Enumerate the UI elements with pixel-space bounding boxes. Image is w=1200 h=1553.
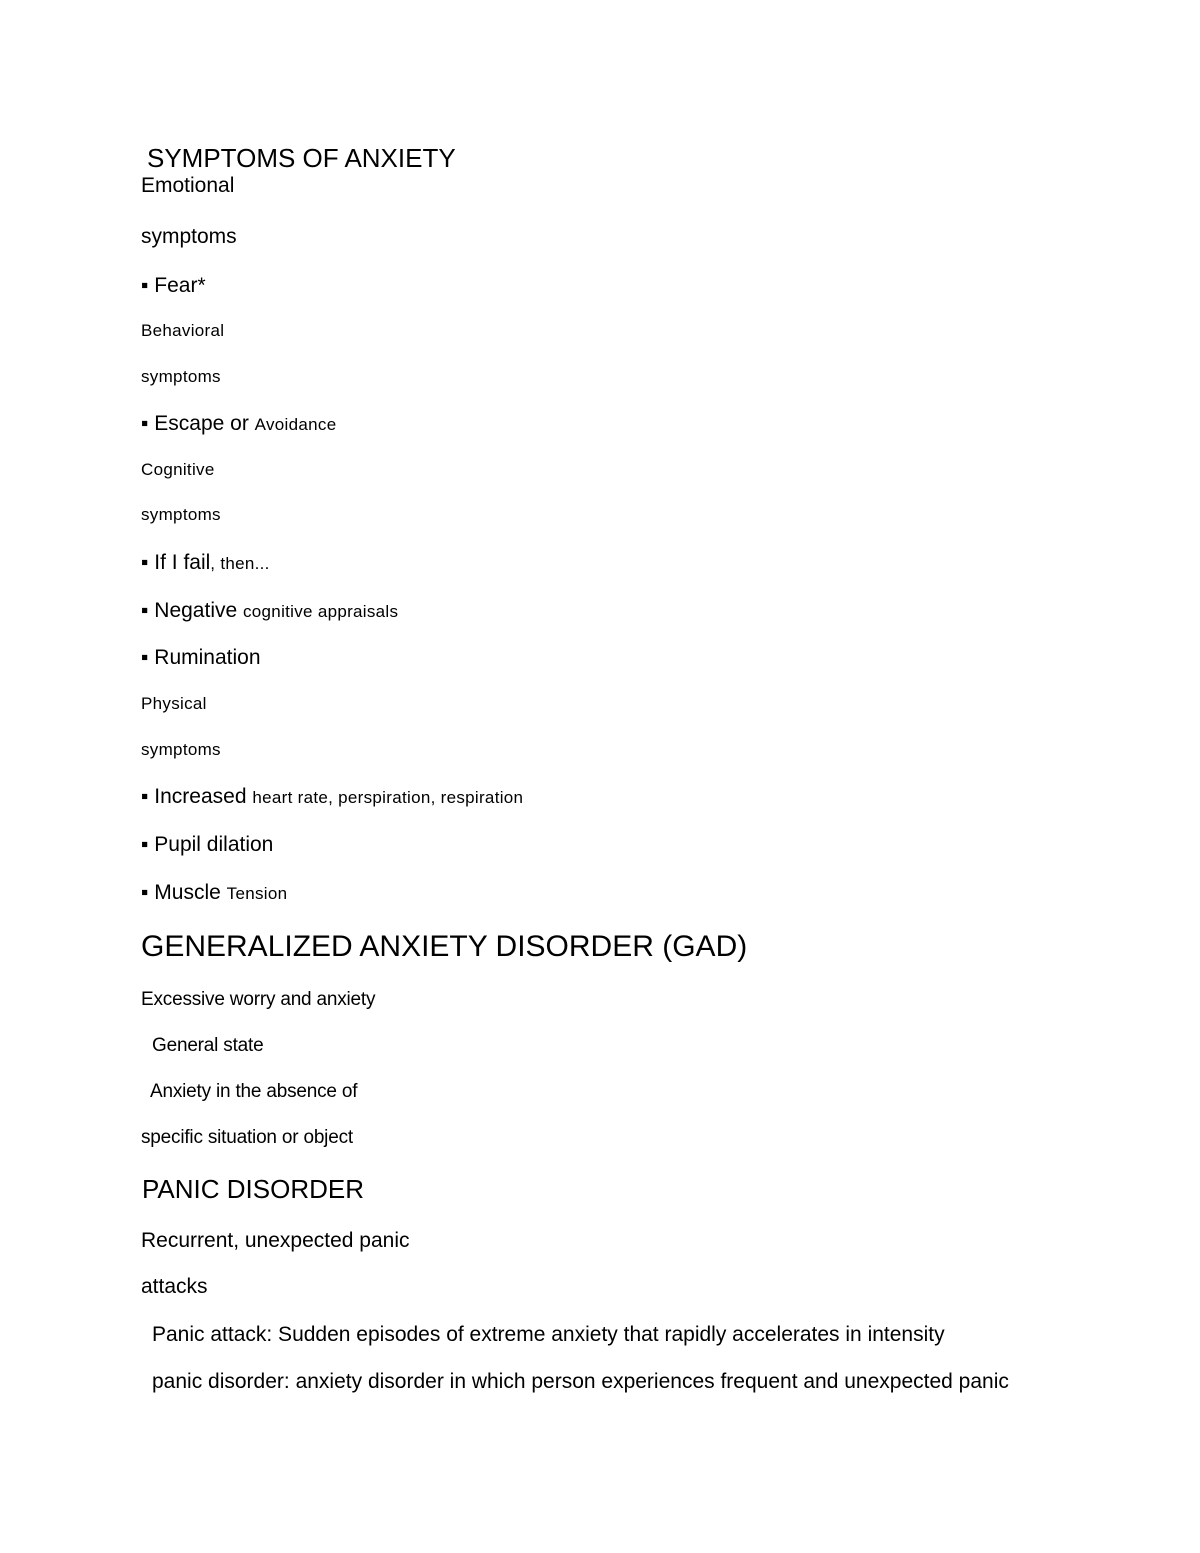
heading-cognitive-symptoms: symptoms [141, 505, 221, 524]
bullet-rumination: ▪ Rumination [141, 646, 261, 669]
heading-physical: Physical [141, 694, 207, 713]
heading-cognitive: Cognitive [141, 460, 215, 479]
gad-line-3: Anxiety in the absence of [150, 1081, 358, 1102]
panic-line-3: Panic attack: Sudden episodes of extreme anxiety that rapidly accelerates in intensity [152, 1323, 945, 1346]
bullet-fear: ▪ Fear* [141, 274, 206, 297]
heading-behavioral: Behavioral [141, 321, 225, 340]
bullet-escape-lead: ▪ Escape or [141, 412, 255, 435]
bullet-muscle-tension [141, 882, 287, 903]
bullet-escape-tail: Avoidance [254, 415, 337, 434]
bullet-muscle-tail: Tension [226, 884, 288, 903]
bullet-muscle-lead: ▪ Muscle [141, 881, 227, 904]
bullet-negative-lead: ▪ Negative [141, 599, 243, 622]
bullet-if-i-fail [141, 552, 270, 573]
heading-physical-symptoms: symptoms [141, 740, 221, 759]
bullet-negative-appraisals [141, 600, 398, 621]
bullet-negative-tail: cognitive appraisals [243, 602, 399, 621]
section-title-gad: GENERALIZED ANXIETY DISORDER (GAD) [141, 930, 748, 963]
heading-behavioral-symptoms: symptoms [141, 367, 221, 386]
heading-emotional: Emotional [141, 174, 235, 197]
bullet-increased-heart-rate [141, 786, 523, 807]
bullet-increased-tail: heart rate, perspiration, respiration [252, 788, 524, 807]
gad-line-4: specific situation or object [141, 1127, 353, 1148]
section-title-symptoms-of-anxiety: SYMPTOMS OF ANXIETY [147, 143, 456, 173]
bullet-if-fail-lead: ▪ If I fail [141, 551, 211, 574]
heading-emotional-symptoms: symptoms [141, 225, 237, 248]
gad-line-2: General state [152, 1035, 264, 1056]
panic-line-4: panic disorder: anxiety disorder in which person experiences frequent and unexpected panic [152, 1370, 1009, 1393]
bullet-increased-lead: ▪ Increased [141, 785, 253, 808]
bullet-pupil-dilation: ▪ Pupil dilation [141, 833, 274, 856]
section-title-panic-disorder: PANIC DISORDER [142, 1174, 364, 1204]
panic-line-2: attacks [141, 1275, 208, 1298]
gad-line-1: Excessive worry and anxiety [141, 989, 376, 1010]
bullet-escape-avoidance [141, 413, 336, 434]
panic-line-1: Recurrent, unexpected panic [141, 1229, 410, 1252]
bullet-if-fail-tail: , then... [210, 554, 270, 573]
